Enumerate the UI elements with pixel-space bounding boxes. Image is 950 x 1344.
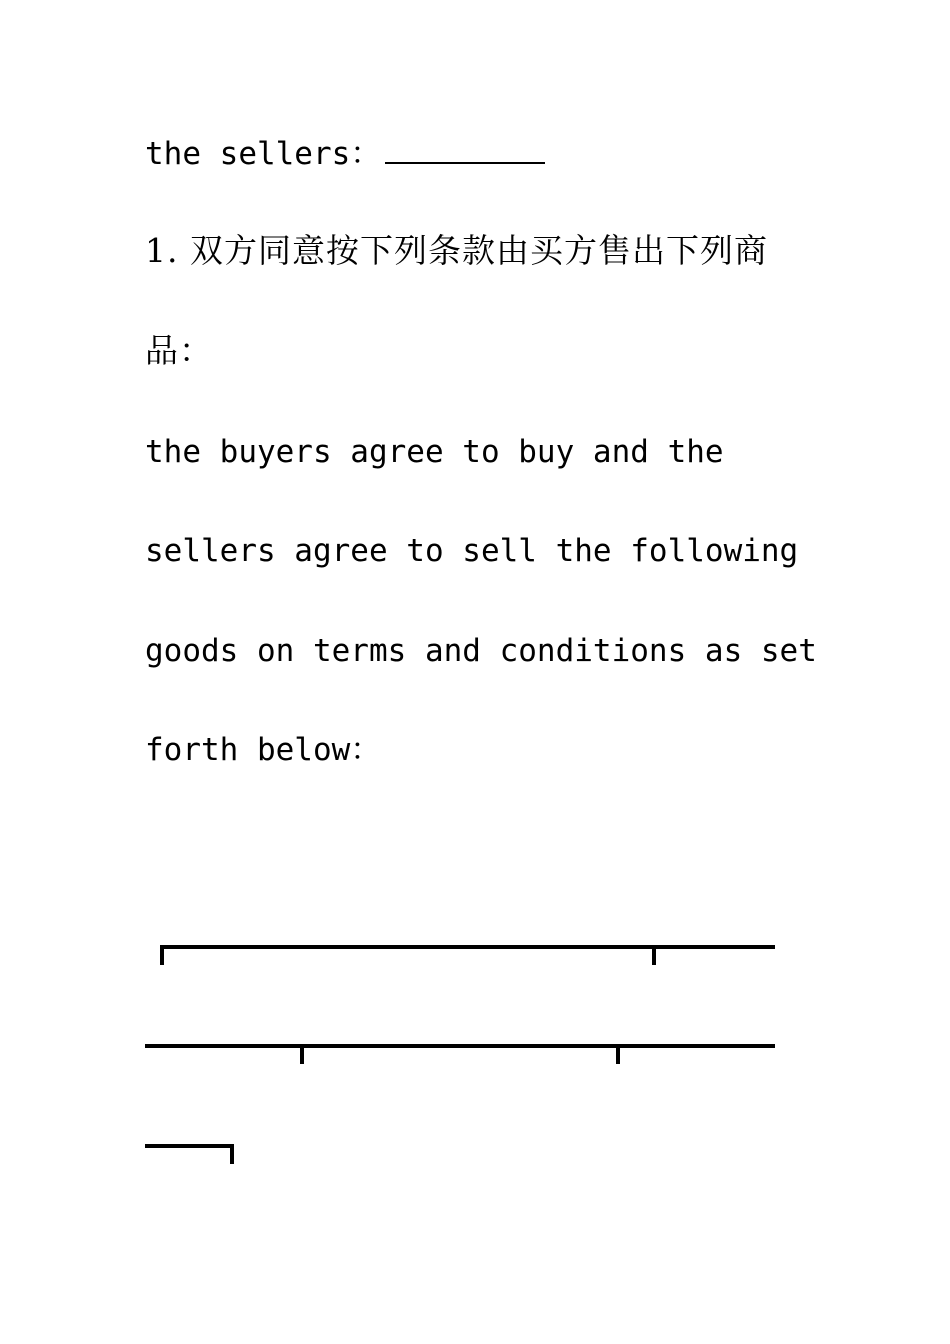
clause-1-heading-cont: 品：	[145, 331, 213, 370]
clause-1-heading: 1. 双方同意按下列条款由买方售出下列商	[145, 231, 768, 270]
table-middle-divider-2	[616, 1044, 620, 1064]
clause-1-english-line-2: sellers agree to sell the following	[145, 533, 799, 569]
sellers-line	[145, 134, 545, 174]
sellers-blank-field[interactable]	[385, 161, 545, 164]
clause-1-english-line-3: goods on terms and conditions as set	[145, 633, 817, 669]
table-top-left-corner	[160, 945, 164, 965]
sellers-label: the sellers：	[145, 136, 382, 172]
clause-1-english-line-4: forth below：	[145, 732, 382, 768]
table-top-right-corner	[230, 1144, 234, 1164]
table-top-rule	[160, 945, 775, 949]
table-top-divider	[652, 945, 656, 965]
clause-1-english-line-1: the buyers agree to buy and the	[145, 434, 724, 470]
table-middle-divider-1	[300, 1044, 304, 1064]
table-middle-rule	[145, 1044, 775, 1048]
table-end-rule	[145, 1144, 234, 1148]
